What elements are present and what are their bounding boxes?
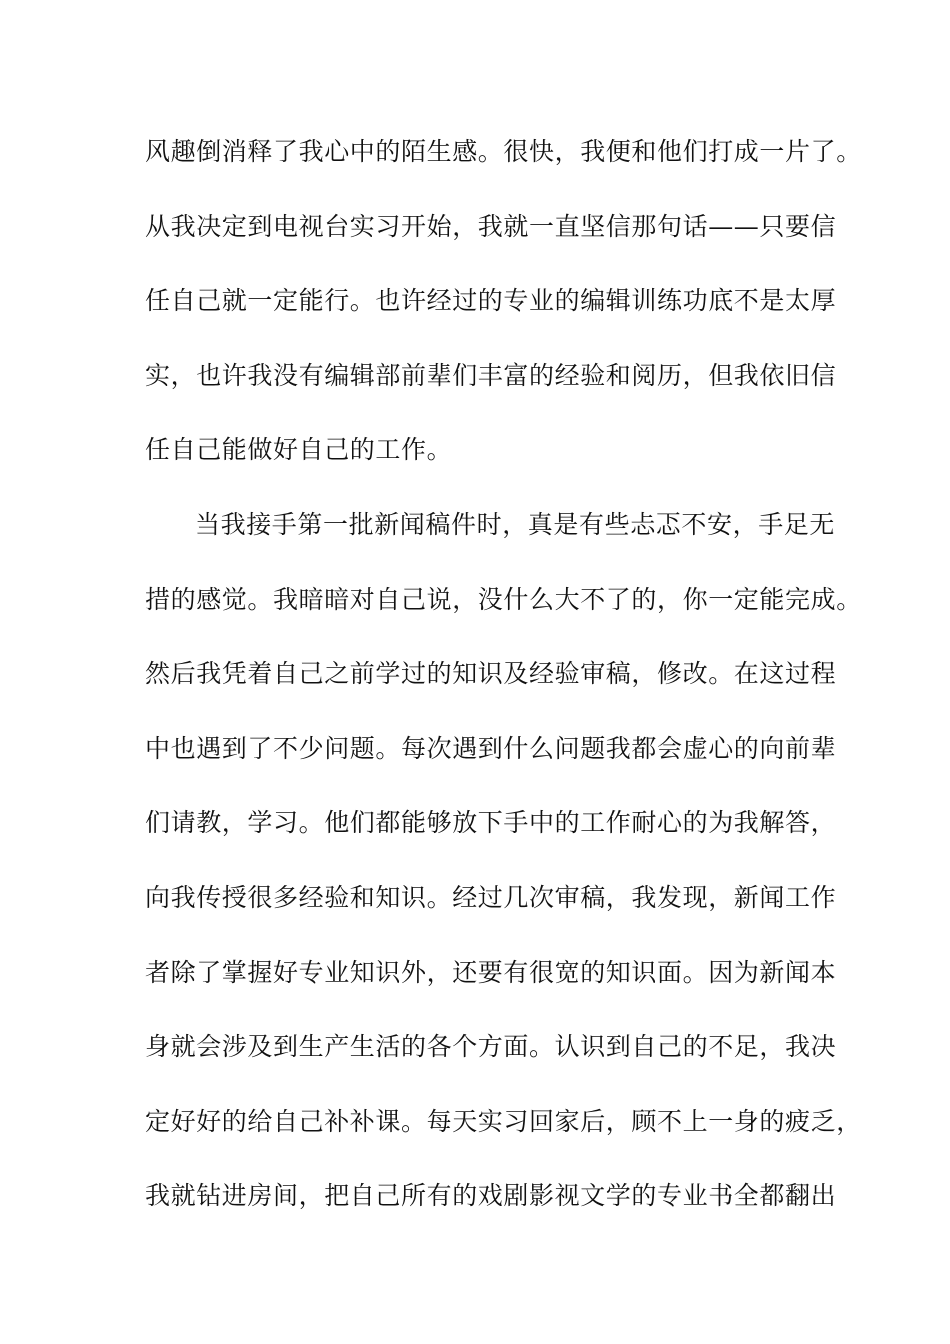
text-line: 任自己能做好自己的工作。 xyxy=(145,435,453,465)
body-text xyxy=(145,132,862,1251)
paragraph-first-line: 当我接手第一批新闻稿件时，真是有些忐忑不安，手足无 xyxy=(195,509,836,539)
text-line: 从我决定到电视台实习开始，我就一直坚信那句话——只要信 xyxy=(145,211,837,241)
text-line: 定好好的给自己补补课。每天实习回家后，顾不上一身的疲乏， xyxy=(145,1106,862,1136)
text-line: 向我传授很多经验和知识。经过几次审稿，我发现，新闻工作 xyxy=(145,882,837,912)
text-line: 者除了掌握好专业知识外，还要有很宽的知识面。因为新闻本 xyxy=(145,957,837,987)
text-line: 风趣倒消释了我心中的陌生感。很快，我便和他们打成一片了。 xyxy=(145,137,862,166)
text-line: 任自己就一定能行。也许经过的专业的编辑训练功底不是太厚 xyxy=(145,286,837,316)
text-line: 中也遇到了不少问题。每次遇到什么问题我都会虚心的向前辈 xyxy=(145,733,837,763)
text-line: 然后我凭着自己之前学过的知识及经验审稿，修改。在这过程 xyxy=(145,659,837,689)
text-line: 我就钻进房间，把自己所有的戏剧影视文学的专业书全都翻出 xyxy=(145,1181,837,1211)
text-line: 措的感觉。我暗暗对自己说，没什么大不了的，你一定能完成。 xyxy=(145,584,862,614)
text-line: 们请教，学习。他们都能够放下手中的工作耐心的为我解答， xyxy=(145,808,837,838)
text-line: 身就会涉及到生产生活的各个方面。认识到自己的不足，我决 xyxy=(145,1032,837,1062)
text-line: 实，也许我没有编辑部前辈们丰富的经验和阅历，但我依旧信 xyxy=(145,360,837,390)
